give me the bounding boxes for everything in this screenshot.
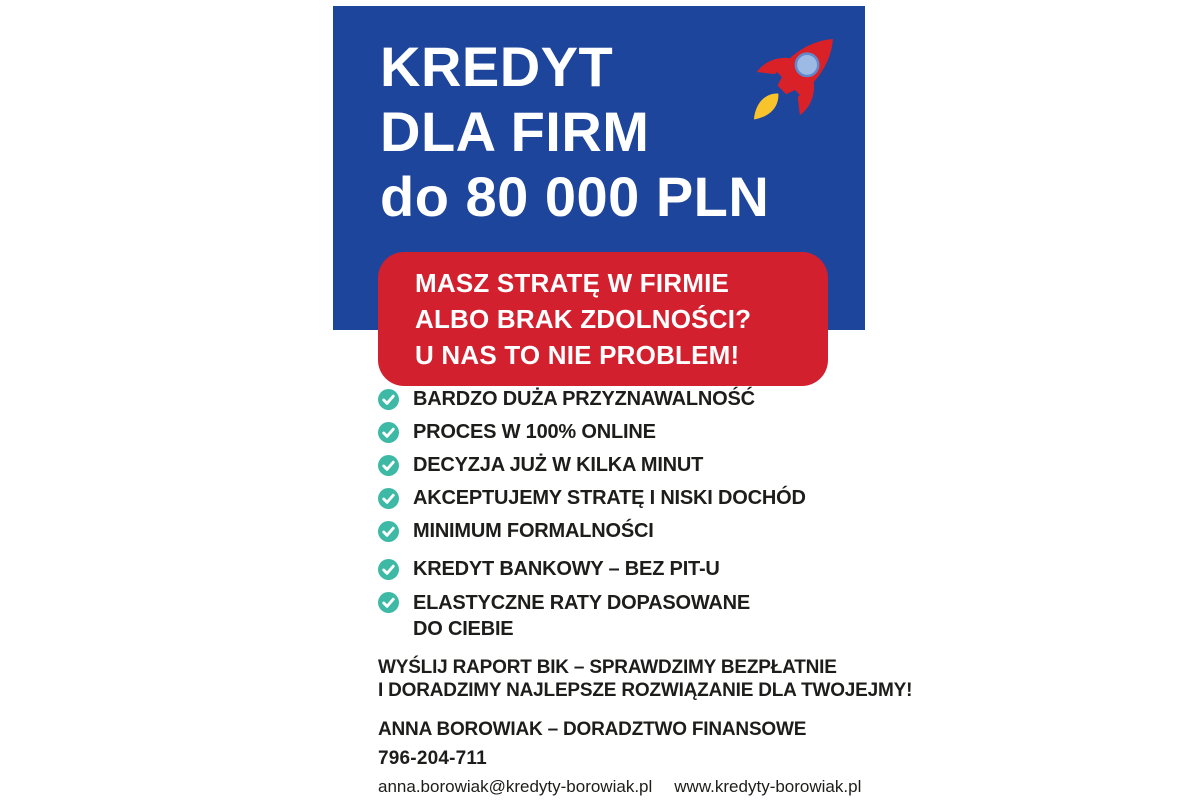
- bik-note-line-2: I DORADZIMY NAJLEPSZE ROZWIĄZANIE DLA TWOJEJMY!: [378, 680, 913, 701]
- checklist-item: [378, 488, 865, 509]
- bik-note: [378, 656, 913, 702]
- check-circle-icon: [378, 389, 399, 410]
- checklist-item-label: ELASTYCZNE RATY DOPASOWANE DO CIEBIE: [413, 592, 751, 640]
- check-circle-icon: [378, 592, 399, 613]
- contact-phone: 796-204-711: [378, 748, 487, 769]
- credit-flyer: [333, 0, 913, 800]
- contact-name: ANNA BOROWIAK – DORADZTWO FINANSOWE: [378, 719, 807, 740]
- checklist-item: [378, 389, 865, 410]
- headline: [380, 34, 769, 229]
- ribbon-line-1: MASZ STRATĘ W FIRMIE: [415, 268, 730, 298]
- contact-links: [378, 777, 865, 797]
- check-circle-icon: [378, 455, 399, 476]
- checklist-item-label: AKCEPTUJEMY STRATĘ I NISKI DOCHÓD: [413, 487, 806, 509]
- checklist-item-label: MINIMUM FORMALNOŚCI: [413, 520, 654, 542]
- check-circle-icon: [378, 521, 399, 542]
- checklist-item: [378, 422, 865, 443]
- headline-line-1: KREDYT: [380, 35, 614, 98]
- ribbon-line-2: ALBO BRAK ZDOLNOŚCI?: [415, 304, 752, 334]
- bik-note-line-1: WYŚLIJ RAPORT BIK – SPRAWDZIMY BEZPŁATNIE: [378, 657, 837, 678]
- checklist-item-label: KREDYT BANKOWY – BEZ PIT-U: [413, 558, 720, 580]
- rocket-icon: [726, 24, 858, 146]
- checklist-item: [378, 521, 865, 542]
- ribbon-line-3: U NAS TO NIE PROBLEM!: [415, 340, 740, 370]
- check-circle-icon: [378, 488, 399, 509]
- check-circle-icon: [378, 559, 399, 580]
- headline-line-3: do 80 000 PLN: [380, 165, 770, 228]
- contact-website: www.kredyty-borowiak.pl: [674, 777, 862, 796]
- flyer-body: [378, 388, 913, 797]
- check-circle-icon: [378, 422, 399, 443]
- checklist-item: [378, 455, 865, 476]
- headline-line-2: DLA FIRM: [380, 100, 650, 163]
- contact-email: anna.borowiak@kredyty-borowiak.pl: [378, 777, 653, 796]
- checklist-item: [378, 592, 865, 642]
- checklist-item-label: BARDZO DUŻA PRZYZNAWALNOŚĆ: [413, 388, 755, 410]
- checklist-item-label: PROCES W 100% ONLINE: [413, 421, 656, 443]
- offer-ribbon: [378, 252, 828, 386]
- checklist-item: [378, 559, 865, 580]
- checklist-item-label: DECYZJA JUŻ W KILKA MINUT: [413, 454, 704, 476]
